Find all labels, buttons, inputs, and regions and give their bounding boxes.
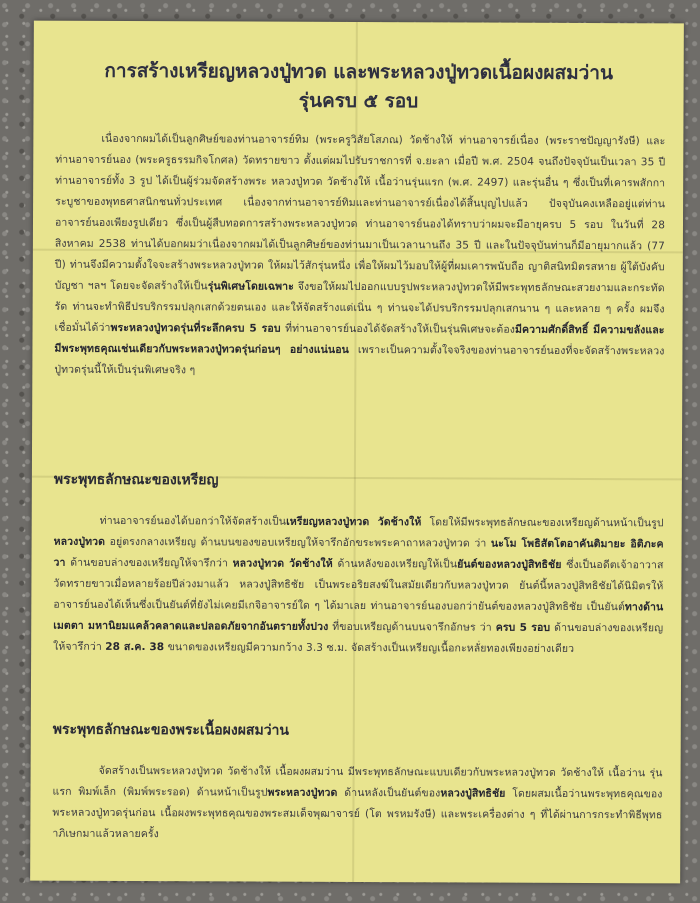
document-sheet: [30, 21, 684, 884]
document-title: [53, 57, 663, 119]
emphasized-text: นะโม โพธิสัตโตอาคันติมายะ อิติภะควา: [53, 537, 664, 569]
paragraph-text: ซึ่งเป็นอดีตเจ้าอาวาสวัดทรายขาวเมื่อหลายร้อยปีล่วงมาแล้ว หลวงปู่สิทธิชัย เป็นพระอริยสงฆ์ในสมัยเดียวกับหลวงปู่ทวด ยันต์นี้หลวงปู่สิทธิชัยได้นิมิตรให้อาจารย์นองได้เห็นซึ่งเป็นยันต์ที่ยังไม่เคยมีเกจิอาจารย์ใด ๆ ได้มาเลย ท่านอาจารย์นองบอกว่ายันต์ของหลวงปู่สิทธิชัย เป็นยันต์: [53, 558, 664, 614]
paragraph-text: ด้านขอบล่างของเหรียญให้จารึกว่า: [65, 556, 233, 570]
paragraph-coin: [53, 511, 664, 661]
emphasized-text: หลวงปู่สิทธิชัย: [440, 787, 506, 800]
paragraph-text: เพราะเป็นความตั้งใจจริงของท่านอาจารย์นองที่จะจัดสร้างพระหลวงปู่ทวดรุ่นนี้ให้เป็นรุ่นพิเศษจริง ๆ: [54, 343, 665, 377]
emphasized-text: ครบ 5 รอบ: [495, 621, 551, 634]
paragraph-text: โดยผสมเนื้อว่านพระพุทธคุณของพระหลวงปู่ทวดรุ่นก่อน เนื้อผงพระพุทธคุณของพระสมเด็จพุฒาจารย์ (โต พรหมรังษี) และพระเครื่องต่าง ๆ ที่ได้ผ่านการกระทำพิธีพุทธาภิเษกมาแล้วหลายครั้ง: [52, 787, 663, 841]
emphasized-text: รุ่นพิเศษโดยเฉพาะ: [207, 280, 294, 293]
paragraph-text: ด้านหลังเป็นยันต์ของ: [337, 786, 441, 800]
paragraph-text: ด้านหลังของเหรียญให้เป็น: [332, 557, 458, 571]
paragraph-text: เนื่องจากผมได้เป็นลูกศิษย์ของท่านอาจารย์ทิม (พระครูวิสัยโสภณ) วัดช้างให้ ท่านอาจารย์เนื่อง (พระราชปัญญารังษี) และท่านอาจารย์นอง (พระครูธรรมกิจโกศล) วัดทรายขาว ตั้งแต่ผมไปรับราชการที่ จ.ยะลา เมื่อปี พ.ศ. 2504 จนถึงปัจจุบันเป็นเวลา 35 ปี ท่านอาจารย์ทั้ง 3 รูป ได้เป็นผู้ร่วมจัดสร้างพระ หลวงปู่ทวด วัดช้างให้ เนื้อว่านรุ่นแรก (พ.ศ. 2497) และรุ่นอื่น ๆ ซึ่งเป็นที่เคารพสักการะบูชาของพุทธศาสนิกชนทั่วประเทศ เนื่องจากท่านอาจารย์ทิมและท่านอาจารย์เนื่องได้สิ้นบุญไปแล้ว ปัจจุบันคงเหลืออยู่แต่ท่านอาจารย์นองเพียงรูปเดียว ซึ่งเป็นผู้สืบทอดการสร้างพระหลวงปู่ทวด ท่านอาจารย์นองได้ทราบว่าผมจะมีอายุครบ 5 รอบ ในวันที่ 28 สิงหาคม 2538 ท่านได้บอกผมว่าเนื่องจากผมได้เป็นลูกศิษย์ของท่านมาเป็นเวลานานถึง 35 ปี และในปัจจุบันท่านก็มีอายุมากแล้ว (77 ปี) ท่านจึงมีความตั้งใจจะสร้างพระหลวงปู่ทวด ให้ผมไว้สักรุ่นหนึ่ง เพื่อให้ผมไว้มอบให้ผู้ที่ผมเคารพนับถือ ญาติสนิทมิตรสหาย ผู้ใต้บังคับบัญชา ฯลฯ โดยจะจัดสร้างให้เป็น: [54, 132, 666, 293]
emphasized-text: หลวงปู่ทวด วัดช้างให้: [232, 557, 333, 570]
paragraph-text: ขนาดของเหรียญมีความกว้าง 3.3 ซ.ม. จัดสร้างเป็นเหรียญเนื้อกะหลั่ยทองเพียงอย่างเดียว: [164, 641, 575, 655]
emphasized-text: หลวงปู่ทวด: [53, 535, 106, 548]
paragraph-text: ที่ท่านอาจารย์นองได้จัดสร้างให้เป็นรุ่นพิเศษจะต้อง: [280, 322, 516, 336]
paragraph-powder-amulet: [52, 761, 662, 848]
paragraph-text: ที่ขอบเหรียญด้านบนจารึกอักษร ว่า: [328, 620, 496, 634]
paragraph-text: จึงขอให้ผมไปออกแบบรูปพระหลวงปู่ทวดให้มีพระพุทธลักษณะสวยงามและกระทัดรัด ท่านจะทำพิธีปรบริกรรมปลุกเสกด้วยตนเอง และให้จัดสร้างแต่เนิ่น ๆ ท่านจะได้ปรบริกรรมปลุกเสกนาน ๆ และหลาย ๆ ครั้ง ผมจึงเชื่อมั่นได้ว่า: [54, 280, 665, 334]
paragraph-intro: [54, 129, 665, 384]
emphasized-text: ยันต์ของหลวงปู่สิทธิชัย: [457, 558, 562, 571]
emphasized-text: มีความศักดิ์สิทธิ์ มีความขลังและมีพระพุทธคุณเช่นเดียวกับพระหลวงปู่ทวดรุ่นก่อนๆ อย่างแน่นอน: [54, 323, 665, 356]
emphasized-text: พระหลวงปู่ทวด: [267, 786, 338, 799]
emphasized-text: ทางด้านเมตตา มหานิยมแคล้วคลาดและปลอดภัยจากอันตรายทั้งปวง: [53, 601, 664, 633]
paragraph-text: จัดสร้างเป็นพระหลวงปู่ทวด วัดช้างให้ เนื้อผงผสมว่าน มีพระพุทธลักษณะแบบเดียวกับพระหลวงปู่ทวด วัดช้างให้ เนื้อว่าน รุ่นแรก พิมพ์เล็ก (พิมพ์พระรอด) ด้านหน้าเป็นรูป: [52, 764, 663, 799]
section-heading-powder-amulet: พระพุทธลักษณะของพระเนื้อผงผสมว่าน: [52, 721, 290, 739]
emphasized-text: เหรียญหลวงปู่ทวด วัดช้างให้: [286, 515, 422, 529]
emphasized-text: 28 ส.ค. 38: [105, 640, 165, 654]
section-heading-coin: พระพุทธลักษณะของเหรียญ: [53, 471, 219, 489]
title-line-2: รุ่นครบ ๕ รอบ: [298, 90, 419, 113]
paragraph-text: อยู่ตรงกลางเหรียญ ด้านบนของขอบเหรียญให้จารึกอักขระพระคาถาหลวงปู่ทวด ว่า: [105, 535, 491, 550]
title-line-1: การสร้างเหรียญหลวงปู่ทวด และพระหลวงปู่ทวดเนื้อผงผสมว่าน: [104, 59, 614, 85]
paragraph-text: ท่านอาจารย์นองได้บอกว่าให้จัดสร้างเป็น: [99, 514, 287, 528]
paragraph-text: โดยให้มีพระพุทธลักษณะของเหรียญด้านหน้าเป็นรูป: [421, 516, 664, 530]
paragraph-text: ด้านขอบล่างของเหรียญให้จารึกว่า: [53, 621, 664, 653]
emphasized-text: พระหลวงปู่ทวดรุ่นที่ระลึกครบ 5 รอบ: [110, 321, 281, 335]
